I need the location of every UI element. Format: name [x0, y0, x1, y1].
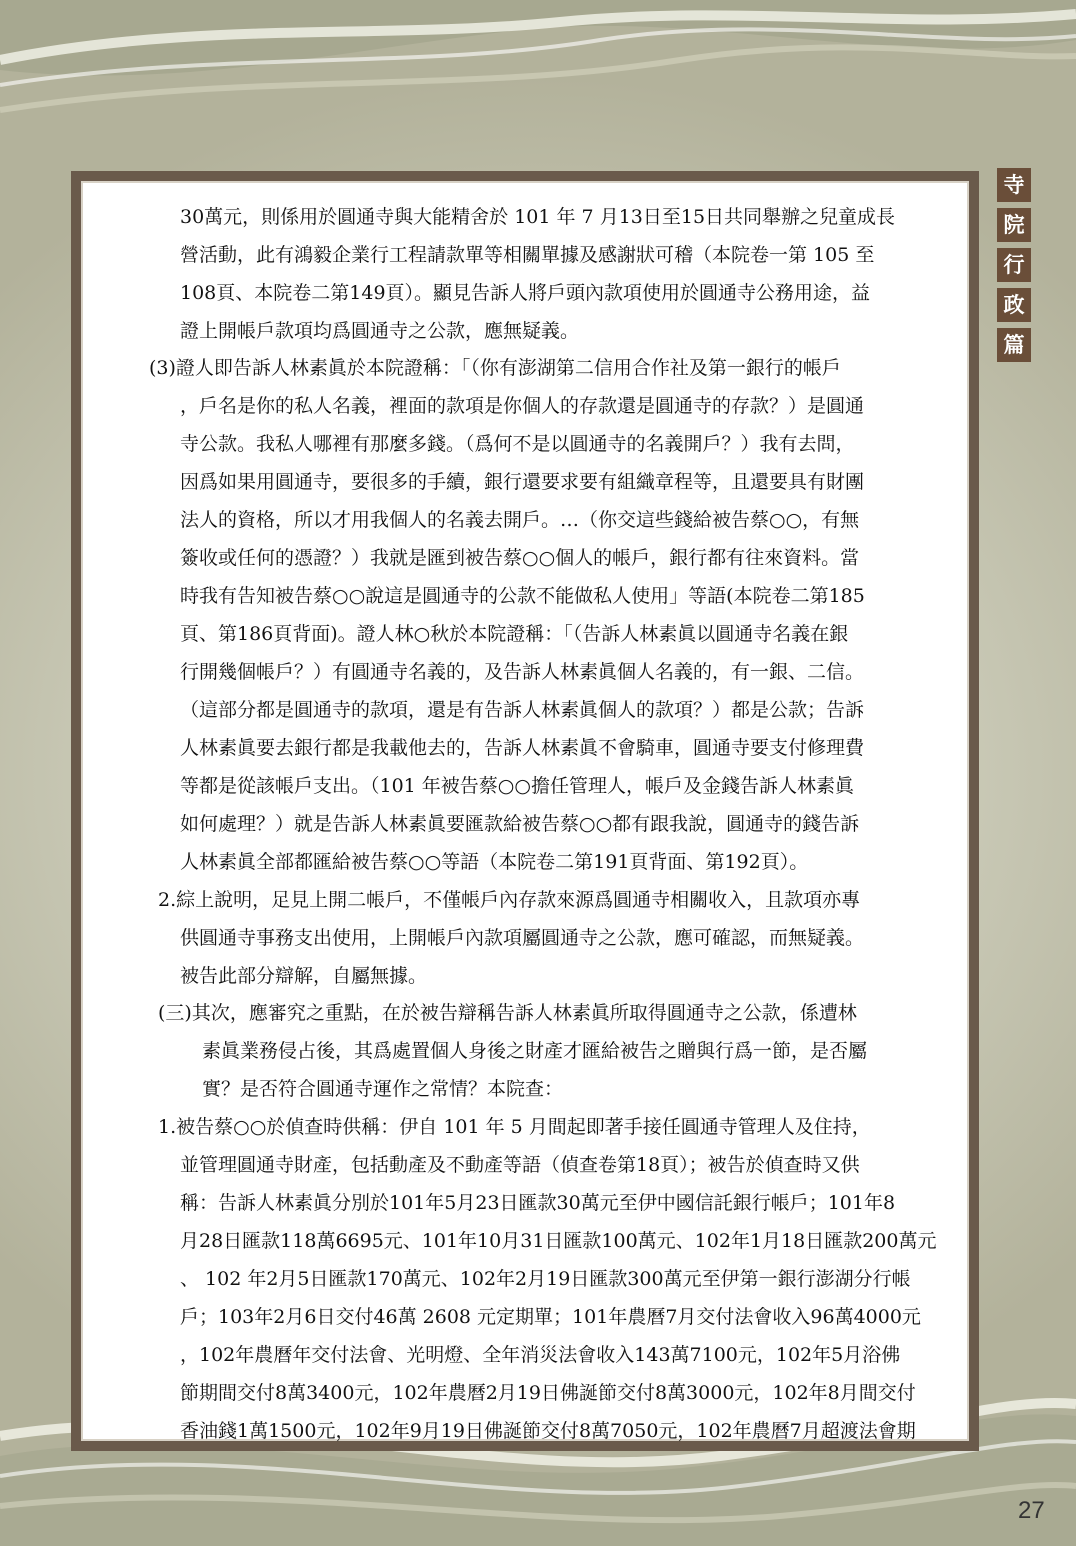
text-line: 等都是從該帳戶支出。（101 年被告蔡○○擔任管理人，帳戶及金錢告訴人林素眞 [180, 775, 854, 797]
text-line: (三)其次，應審究之重點，在於被告辯稱告訴人林素眞所取得圓通寺之公款，係遭林 [158, 1002, 857, 1024]
text-line: 節期間交付8萬3400元，102年農曆2月19日佛誕節交付8萬3000元，102年8月間交付 [180, 1382, 916, 1404]
text-line: 人林素眞全部都匯給被告蔡○○等語（本院卷二第191頁背面、第192頁）。 [180, 851, 809, 873]
text-line: 法人的資格，所以才用我個人的名義去開戶。…（你交這些錢給被告蔡○○，有無 [180, 509, 860, 531]
text-line: 2.綜上說明，足見上開二帳戶，不僅帳戶內存款來源爲圓通寺相關收入，且款項亦專 [158, 889, 861, 911]
text-line: 108頁、本院卷二第149頁）。顯見告訴人將戶頭內款項使用於圓通寺公務用途，益 [180, 282, 871, 304]
text-line: 寺公款。我私人哪裡有那麼多錢。（爲何不是以圓通寺的名義開戶？）我有去問， [180, 433, 855, 455]
top-wave-decoration [0, 0, 1076, 160]
text-line: 人林素眞要去銀行都是我載他去的，告訴人林素眞不會騎車，圓通寺要支付修理費 [180, 737, 865, 759]
sidebar-char: 篇 [997, 328, 1031, 362]
text-line: 證上開帳戶款項均爲圓通寺之公款，應無疑義。 [180, 320, 580, 342]
text-line: 簽收或任何的憑證？）我就是匯到被告蔡○○個人的帳戶，銀行都有往來資料。當 [180, 547, 860, 569]
text-line: 實？是否符合圓通寺運作之常情？本院查： [202, 1078, 564, 1100]
text-line: 行開幾個帳戶？）有圓通寺名義的，及告訴人林素眞個人名義的，有一銀、二信。 [180, 661, 865, 683]
text-line: 如何處理？）就是告訴人林素眞要匯款給被告蔡○○都有跟我說，圓通寺的錢告訴 [180, 813, 860, 835]
text-line: 香油錢1萬1500元，102年9月19日佛誕節交付8萬7050元，102年農曆7月超渡法會期 [180, 1420, 916, 1442]
sidebar-char: 寺 [997, 168, 1031, 202]
text-line: 30萬元，則係用於圓通寺與大能精舍於 101 年 7 月13日至15日共同舉辦之兒童成長 [180, 206, 896, 228]
text-line: 、 102 年2月5日匯款170萬元、102年2月19日匯款300萬元至伊第一銀行澎湖分行帳 [180, 1268, 911, 1290]
text-line: 月28日匯款118萬6695元、101年10月31日匯款100萬元、102年1月18日匯款200萬元 [180, 1230, 937, 1252]
text-line: ，102年農曆年交付法會、光明燈、全年消災法會收入143萬7100元，102年5月浴佛 [180, 1344, 901, 1366]
text-line: （這部分都是圓通寺的款項，還是有告訴人林素眞個人的款項？）都是公款；告訴 [180, 699, 865, 721]
section-sidebar [997, 168, 1031, 362]
text-line: 供圓通寺事務支出使用，上開帳戶內款項屬圓通寺之公款，應可確認，而無疑義。 [180, 927, 865, 949]
text-line: 被告此部分辯解，自屬無據。 [180, 965, 428, 987]
page-number: 27 [1018, 1497, 1045, 1524]
sidebar-char: 政 [997, 288, 1031, 322]
text-line: 頁、第186頁背面)。證人林○秋於本院證稱：「（告訴人林素眞以圓通寺名義在銀 [180, 623, 849, 645]
text-line: 並管理圓通寺財產，包括動產及不動產等語（偵查卷第18頁）；被告於偵查時又供 [180, 1154, 860, 1176]
text-line: 戶；103年2月6日交付46萬 2608 元定期單；101年農曆7月交付法會收入96萬4000元 [180, 1306, 921, 1328]
text-line: 素眞業務侵占後，其爲處置個人身後之財產才匯給被告之贈與行爲一節，是否屬 [202, 1040, 868, 1062]
text-line: (3)證人即告訴人林素眞於本院證稱：「（你有澎湖第二信用合作社及第一銀行的帳戶 [149, 357, 841, 379]
text-line: 因爲如果用圓通寺，要很多的手續，銀行還要求要有組織章程等，且還要具有財團 [180, 471, 865, 493]
sidebar-char: 行 [997, 248, 1031, 282]
text-line: ，戶名是你的私人名義，裡面的款項是你個人的存款還是圓通寺的存款？）是圓通 [180, 395, 865, 417]
sidebar-char: 院 [997, 208, 1031, 242]
text-line: 營活動，此有鴻毅企業行工程請款單等相關單據及感謝狀可稽（本院卷一第 105 至 [180, 244, 875, 266]
text-line: 稱：告訴人林素眞分別於101年5月23日匯款30萬元至伊中國信託銀行帳戶；101年8 [180, 1192, 896, 1214]
text-line: 1.被告蔡○○於偵查時供稱：伊自 101 年 5 月間起即著手接任圓通寺管理人及住持， [158, 1116, 871, 1138]
text-line: 時我有告知被告蔡○○說這是圓通寺的公款不能做私人使用」等語(本院卷二第185 [180, 585, 865, 607]
